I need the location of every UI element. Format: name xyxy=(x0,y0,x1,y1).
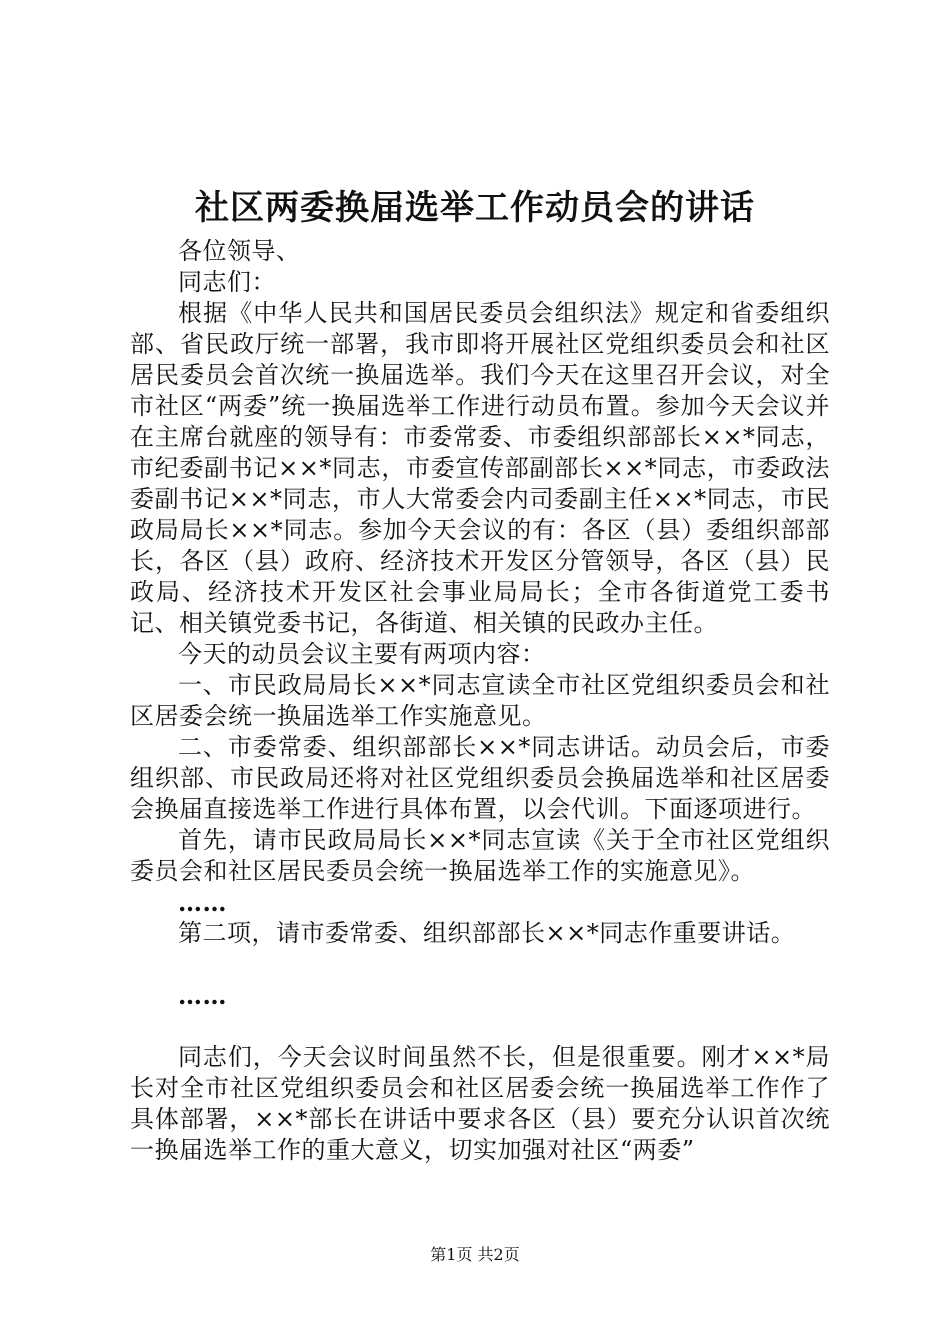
document-body xyxy=(130,236,830,1166)
page-footer: 第1页 共2页 xyxy=(430,1245,520,1264)
ellipsis-1: …… xyxy=(178,888,227,917)
salutation-comrades: 同志们： xyxy=(178,268,276,296)
salutation-leaders: 各位领导、 xyxy=(178,237,301,265)
paragraph-closing: 同志们，今天会议时间虽然不长，但是很重要。刚才××*局长对全市社区党组织委员会和社区居委会统一换届选举工作作了具体部署，××*部长在讲话中要求各区（县）要充分认识首次统一换届选举工作的重大意义，切实加强对社区“两委” xyxy=(130,1043,830,1164)
document-title: 社区两委换届选举工作动员会的讲话 xyxy=(195,188,755,228)
paragraph-item-two: 二、市委常委、组织部部长××*同志讲话。动员会后，市委组织部、市民政局还将对社区党组织委员会换届选举和社区居委会换届直接选举工作进行具体布置，以会代训。下面逐项进行。 xyxy=(130,733,830,823)
paragraph-intro: 根据《中华人民共和国居民委员会组织法》规定和省委组织部、省民政厅统一部署，我市即将开展社区党组织委员会和社区居民委员会首次统一换届选举。我们今天在这里召开会议，对全市社区“两委”统一换届选举工作进行动员布置。参加今天会议并在主席台就座的领导有：市委常委、市委组织部部长××*同志，市纪委副书记××*同志，市委宣传部副部长××*同志，市委政法委副书记××*同志，市人大常委会内司委副主任××*同志，市民政局局长××*同志。参加今天会议的有：各区（县）委组织部部长，各区（县）政府、经济技术开发区分管领导，各区（县）民政局、经济技术开发区社会事业局局长；全市各街道党工委书记、相关镇党委书记，各街道、相关镇的民政办主任。 xyxy=(130,299,830,637)
paragraph-first: 首先，请市民政局局长××*同志宣读《关于全市社区党组织委员会和社区居民委员会统一换届选举工作的实施意见》。 xyxy=(130,826,830,885)
paragraph-second-item: 第二项，请市委常委、组织部部长××*同志作重要讲话。 xyxy=(178,919,796,947)
paragraph-agenda: 今天的动员会议主要有两项内容： xyxy=(178,640,546,668)
ellipsis-2: …… xyxy=(178,981,227,1010)
paragraph-item-one: 一、市民政局局长××*同志宣读全市社区党组织委员会和社区居委会统一换届选举工作实施意见。 xyxy=(130,671,830,730)
